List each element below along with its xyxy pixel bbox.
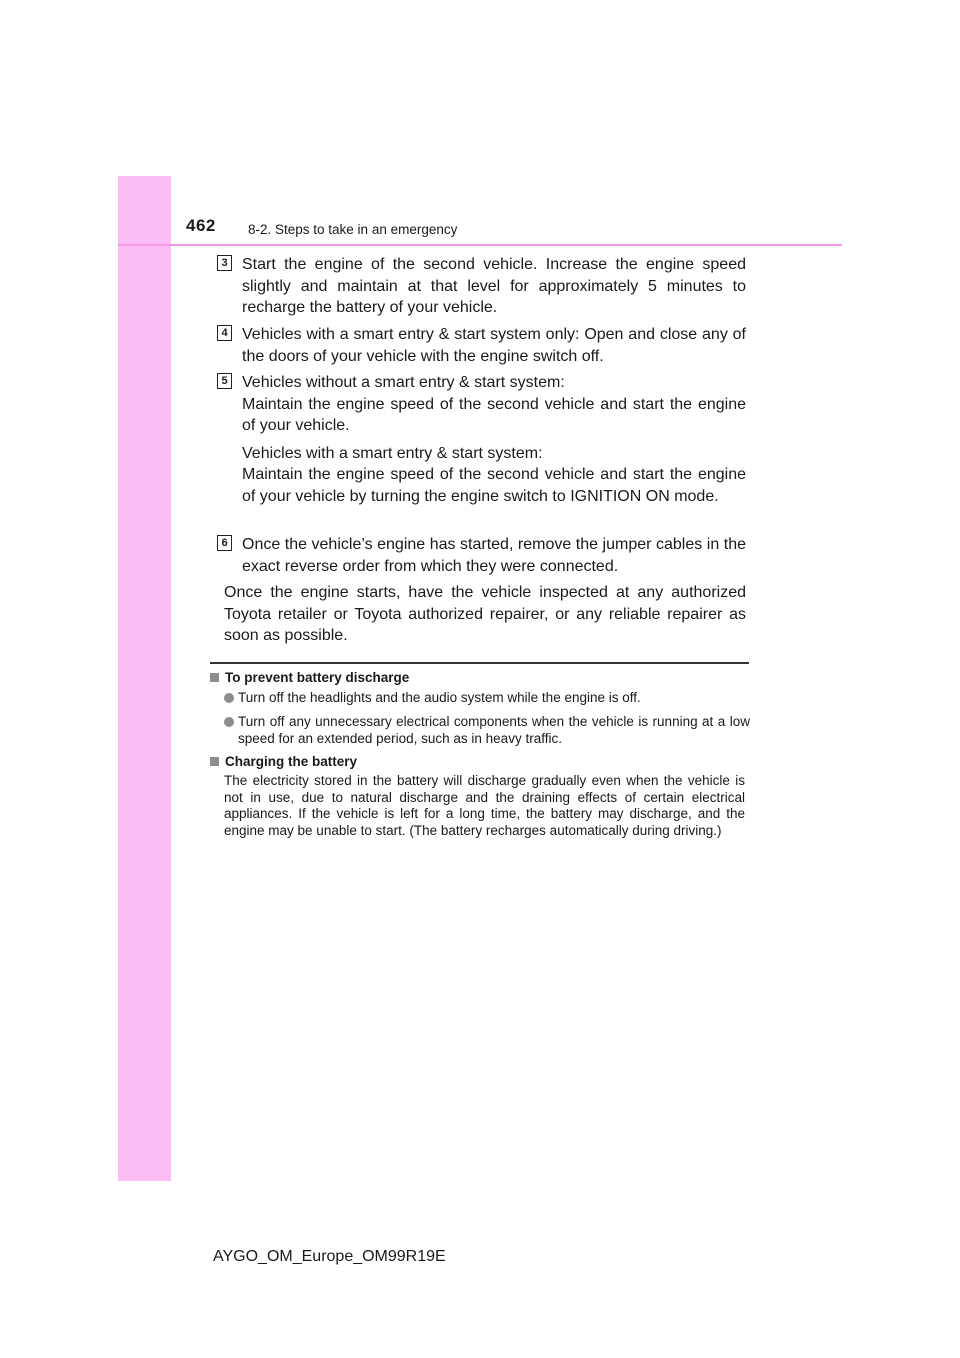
step-number-4: 4 — [217, 325, 232, 341]
step-number-5: 5 — [217, 373, 232, 389]
step-5 — [242, 372, 746, 508]
square-bullet-icon — [210, 757, 219, 766]
page-number: 462 — [186, 216, 216, 235]
step-5-condition-a: Vehicles without a smart entry & start system: — [242, 374, 565, 391]
note-bullet-text: Turn off any unnecessary electrical components when the vehicle is running at a low speed for an extended period, such as in heavy traffic. — [238, 714, 750, 746]
step-5-instruction-b: Maintain the engine speed of the second vehicle and start the engine of your vehicle by turning the engine switch to IGNITION ON mode. — [242, 466, 746, 505]
note-heading-text: Charging the battery — [225, 754, 358, 769]
document-footer-code: AYGO_OM_Europe_OM99R19E — [213, 1248, 446, 1265]
note-heading-charging-battery — [210, 754, 357, 769]
note-body-charging: The electricity stored in the battery will discharge gradually even when the vehicle is not in use, due to natural discharge and the draining effects of certain electrical appliances. If the vehicle is left for a long time, the battery may discharge, and the engine may be unable to start. (The battery recharges automatically during driving.) — [224, 773, 745, 838]
note-heading-battery-discharge — [210, 670, 409, 685]
section-title: 8-2. Steps to take in an emergency — [248, 222, 458, 237]
closing-paragraph: Once the engine starts, have the vehicle inspected at any authorized Toyota retailer or Toyota authorized repairer, or any reliable repairer as soon as possible. — [224, 584, 746, 645]
step-5-instruction-a: Maintain the engine speed of the second vehicle and start the engine of your vehicle. — [242, 395, 746, 435]
note-bullet-2 — [224, 714, 750, 747]
step-4-text: Vehicles with a smart entry & start system only: Open and close any of the doors of your vehicle with the engine switch off. — [242, 326, 746, 365]
note-heading-text: To prevent battery discharge — [225, 670, 410, 685]
notes-divider — [210, 662, 749, 664]
step-number-6: 6 — [217, 535, 232, 551]
square-bullet-icon — [210, 673, 219, 682]
note-bullet-1 — [224, 690, 750, 707]
step-6 — [242, 534, 746, 577]
circle-bullet-icon — [224, 717, 234, 727]
header-divider — [118, 244, 842, 246]
step-3-text: Start the engine of the second vehicle. Increase the engine speed slightly and maintain at that level for approximately 5 minutes to recharge the battery of your vehicle. — [242, 256, 746, 317]
step-5-condition-b: Vehicles with a smart entry & start system: — [242, 444, 543, 462]
step-6-text: Once the vehicle’s engine has started, remove the jumper cables in the exact reverse order from which they were connected. — [242, 536, 746, 575]
note-bullet-text: Turn off the headlights and the audio system while the engine is off. — [238, 690, 641, 705]
step-4 — [242, 324, 746, 367]
step-number-3: 3 — [217, 255, 232, 271]
circle-bullet-icon — [224, 693, 234, 703]
step-3 — [242, 254, 746, 319]
chapter-sidebar-tab — [118, 176, 171, 1181]
